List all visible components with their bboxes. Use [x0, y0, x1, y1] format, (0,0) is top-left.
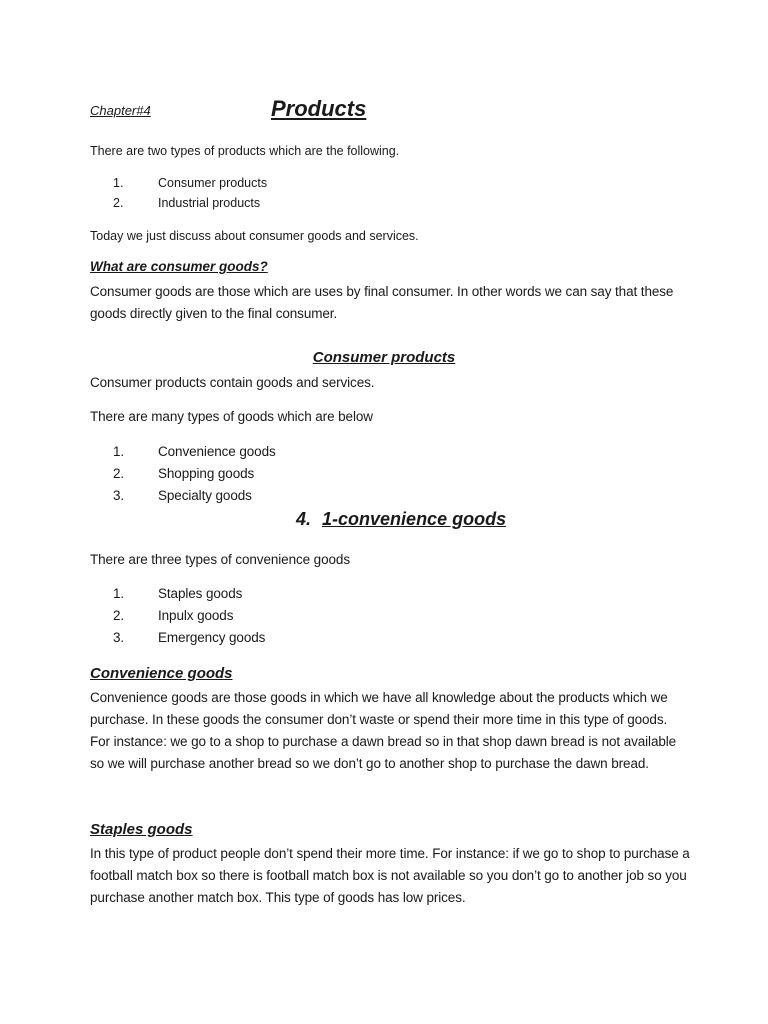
staples-goods-heading: Staples goods — [90, 821, 193, 838]
chapter-label: Chapter#4 — [90, 103, 151, 118]
list-text: Emergency goods — [158, 630, 266, 645]
intro-lead: There are two types of products which are the following. — [90, 144, 400, 158]
list-item — [113, 605, 233, 627]
list-number: 3. — [113, 630, 125, 645]
list-text: Consumer products — [158, 176, 268, 190]
list-item — [113, 173, 267, 193]
list-item — [113, 193, 260, 213]
list-text: Convenience goods — [158, 444, 276, 459]
staples-goods-body: In this type of product people don’t spend their more time. For instance: if we go to shop to purchase a football match box so there is football match box is not available so you don’t go to another job so you purchase another match box. This type of goods has low prices. — [90, 846, 690, 905]
question-heading: What are consumer goods? — [90, 259, 268, 274]
list-item — [113, 463, 254, 485]
intro-today: Today we just discuss about consumer goods and services. — [90, 229, 419, 243]
list-text: Specialty goods — [158, 488, 252, 503]
question-answer: Consumer goods are those which are uses by final consumer. In other words we can say that these goods directly given to the final consumer. — [90, 284, 674, 321]
page-title: Products — [271, 96, 367, 121]
section-title: 1-convenience goods — [322, 509, 507, 529]
list-text: Staples goods — [158, 586, 243, 601]
list-number: 2. — [113, 466, 125, 481]
list-number: 1. — [113, 176, 124, 190]
convenience-section-heading — [296, 509, 506, 530]
list-item — [113, 583, 242, 605]
list-text: Industrial products — [158, 196, 261, 210]
list-text: Inpulx goods — [158, 608, 234, 623]
list-number: 1. — [113, 444, 125, 459]
consumer-products-line1: Consumer products contain goods and services. — [90, 375, 375, 390]
convenience-section-lead: There are three types of convenience goods — [90, 552, 350, 567]
list-item — [113, 441, 276, 463]
convenience-goods-body: Convenience goods are those goods in which we have all knowledge about the products which we purchase. In these goods the consumer don’t waste or spend their more time in this type of goods. For instance: we go to a shop to purchase a dawn bread so in that shop dawn bread is not available so we will purchase another bread so we don’t go to another shop to purchase the dawn bread. — [90, 690, 677, 771]
consumer-products-line2: There are many types of goods which are below — [90, 409, 373, 424]
list-number: 2. — [113, 608, 125, 623]
list-text: Shopping goods — [158, 466, 255, 481]
convenience-goods-heading: Convenience goods — [90, 665, 233, 682]
list-number: 1. — [113, 586, 125, 601]
list-item — [113, 485, 252, 507]
consumer-products-heading: Consumer products — [312, 349, 456, 366]
list-number: 3. — [113, 488, 125, 503]
section-number: 4. — [296, 509, 312, 529]
list-number: 2. — [113, 196, 124, 210]
list-item — [113, 627, 265, 649]
